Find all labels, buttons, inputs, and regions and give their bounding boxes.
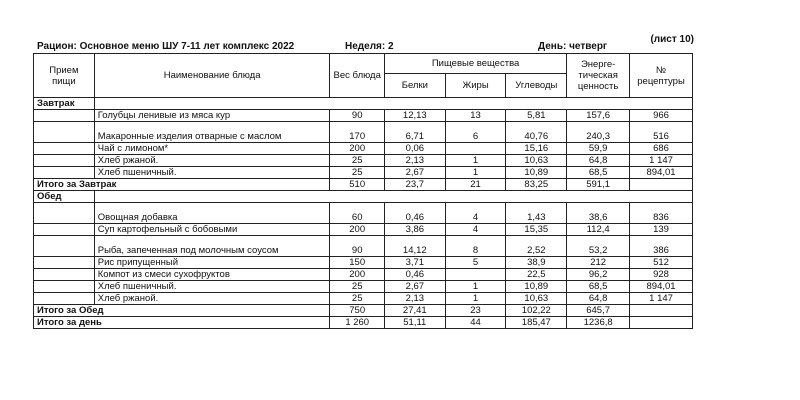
table-row	[34, 203, 693, 224]
sheet-number: (лист 10)	[650, 34, 694, 45]
dish-recipe: 512	[630, 257, 693, 269]
meal-cell	[34, 155, 95, 167]
table-row	[34, 155, 693, 167]
col-weight: Вес блюда	[330, 54, 384, 98]
dish-protein: 3,71	[384, 257, 445, 269]
meal-cell	[34, 269, 95, 281]
dish-fat: 1	[445, 155, 506, 167]
dish-energy: 68,5	[567, 281, 630, 293]
dish-name: Хлеб пшеничный.	[94, 281, 330, 293]
dish-name: Компот из смеси сухофруктов	[94, 269, 330, 281]
dish-protein: 2,67	[384, 167, 445, 179]
lunch-total-energy: 645,7	[567, 305, 630, 317]
table-row	[34, 236, 693, 257]
dish-weight: 25	[330, 155, 384, 167]
dish-recipe: 386	[630, 236, 693, 257]
breakfast-total-carbs: 83,25	[506, 179, 567, 191]
dish-protein: 0,06	[384, 143, 445, 155]
table-row	[34, 110, 693, 122]
breakfast-total-label: Итого за Завтрак	[34, 179, 330, 191]
lunch-section-title: Обед	[34, 191, 95, 203]
dish-name: Овощная добавка	[94, 203, 330, 224]
dish-recipe: 139	[630, 224, 693, 236]
dish-energy: 38,6	[567, 203, 630, 224]
meal-cell	[34, 293, 95, 305]
dish-name: Суп картофельный с бобовыми	[94, 224, 330, 236]
meal-cell	[34, 281, 95, 293]
dish-name: Хлеб пшеничный.	[94, 167, 330, 179]
table-row	[34, 122, 693, 143]
table-row	[34, 269, 693, 281]
dish-carbs: 1,43	[506, 203, 567, 224]
meal-cell	[34, 257, 95, 269]
lunch-total-recipe	[630, 305, 693, 317]
dish-carbs: 10,63	[506, 293, 567, 305]
dish-name: Хлеб ржаной.	[94, 155, 330, 167]
dish-protein: 2,13	[384, 293, 445, 305]
dish-fat: 5	[445, 257, 506, 269]
dish-weight: 200	[330, 224, 384, 236]
dish-fat: 8	[445, 236, 506, 257]
table-row	[34, 143, 693, 155]
dish-carbs: 5,81	[506, 110, 567, 122]
dish-weight: 25	[330, 281, 384, 293]
dish-energy: 96,2	[567, 269, 630, 281]
lunch-section-row	[34, 191, 693, 203]
lunch-total-weight: 750	[330, 305, 384, 317]
day-total-row	[34, 317, 693, 329]
dish-carbs: 10,89	[506, 167, 567, 179]
day-total-recipe	[630, 317, 693, 329]
col-fat: Жиры	[445, 74, 506, 98]
dish-weight: 90	[330, 110, 384, 122]
dish-weight: 170	[330, 122, 384, 143]
dish-protein: 0,46	[384, 269, 445, 281]
dish-recipe: 1 147	[630, 155, 693, 167]
day-total-weight: 1 260	[330, 317, 384, 329]
lunch-total-label: Итого за Обед	[34, 305, 330, 317]
breakfast-section-row	[34, 98, 693, 110]
lunch-total-fat: 23	[445, 305, 506, 317]
dish-energy: 59,9	[567, 143, 630, 155]
dish-carbs: 38,9	[506, 257, 567, 269]
section-filler	[94, 98, 692, 110]
dish-protein: 14,12	[384, 236, 445, 257]
dish-protein: 12,13	[384, 110, 445, 122]
day-total-protein: 51,11	[384, 317, 445, 329]
dish-fat: 1	[445, 281, 506, 293]
dish-energy: 64,8	[567, 293, 630, 305]
dish-recipe: 894,01	[630, 281, 693, 293]
meal-cell	[34, 236, 95, 257]
dish-fat: 1	[445, 293, 506, 305]
dish-fat: 6	[445, 122, 506, 143]
breakfast-total-row	[34, 179, 693, 191]
dish-name: Голубцы ленивые из мяса кур	[94, 110, 330, 122]
dish-energy: 157,6	[567, 110, 630, 122]
day-label: День: четверг	[538, 41, 608, 52]
dish-weight: 200	[330, 269, 384, 281]
breakfast-section-title: Завтрак	[34, 98, 95, 110]
dish-carbs: 2,52	[506, 236, 567, 257]
lunch-total-carbs: 102,22	[506, 305, 567, 317]
meal-cell	[34, 203, 95, 224]
meal-cell	[34, 122, 95, 143]
day-total-carbs: 185,47	[506, 317, 567, 329]
table-row	[34, 257, 693, 269]
dish-name: Макаронные изделия отварные с маслом	[94, 122, 330, 143]
dish-recipe: 894,01	[630, 167, 693, 179]
dish-energy: 64,8	[567, 155, 630, 167]
dish-energy: 212	[567, 257, 630, 269]
breakfast-total-fat: 21	[445, 179, 506, 191]
col-meal: Прием пищи	[34, 54, 95, 98]
col-nutrients: Пищевые вещества	[384, 54, 566, 74]
dish-fat: 4	[445, 224, 506, 236]
breakfast-total-protein: 23,7	[384, 179, 445, 191]
dish-protein: 2,67	[384, 281, 445, 293]
dish-recipe: 686	[630, 143, 693, 155]
dish-recipe: 836	[630, 203, 693, 224]
dish-weight: 25	[330, 293, 384, 305]
dish-fat: 4	[445, 203, 506, 224]
dish-name: Рис припущенный	[94, 257, 330, 269]
dish-fat	[445, 143, 506, 155]
section-filler	[94, 191, 692, 203]
dish-recipe: 516	[630, 122, 693, 143]
breakfast-total-weight: 510	[330, 179, 384, 191]
dish-carbs: 22,5	[506, 269, 567, 281]
dish-energy: 112,4	[567, 224, 630, 236]
dish-name: Чай с лимоном*	[94, 143, 330, 155]
dish-name: Хлеб ржаной.	[94, 293, 330, 305]
col-protein: Белки	[384, 74, 445, 98]
dish-weight: 150	[330, 257, 384, 269]
dish-weight: 90	[330, 236, 384, 257]
dish-carbs: 10,89	[506, 281, 567, 293]
meal-cell	[34, 110, 95, 122]
dish-fat: 13	[445, 110, 506, 122]
table-row	[34, 224, 693, 236]
col-dish: Наименование блюда	[94, 54, 330, 98]
dish-recipe: 966	[630, 110, 693, 122]
dish-energy: 240,3	[567, 122, 630, 143]
dish-carbs: 40,76	[506, 122, 567, 143]
dish-weight: 200	[330, 143, 384, 155]
dish-recipe: 928	[630, 269, 693, 281]
dish-weight: 25	[330, 167, 384, 179]
meal-cell	[34, 224, 95, 236]
dish-energy: 68,5	[567, 167, 630, 179]
col-energy: Энерге-тическая ценность	[567, 54, 630, 98]
dish-weight: 60	[330, 203, 384, 224]
day-total-label: Итого за день	[34, 317, 330, 329]
table-row	[34, 281, 693, 293]
breakfast-total-energy: 591,1	[567, 179, 630, 191]
meal-cell	[34, 167, 95, 179]
dish-recipe: 1 147	[630, 293, 693, 305]
dish-carbs: 15,35	[506, 224, 567, 236]
table-row	[34, 293, 693, 305]
table-row	[34, 167, 693, 179]
dish-carbs: 10,63	[506, 155, 567, 167]
menu-table	[33, 53, 693, 329]
week-label: Неделя: 2	[345, 41, 394, 52]
day-total-energy: 1236,8	[567, 317, 630, 329]
day-total-fat: 44	[445, 317, 506, 329]
dish-energy: 53,2	[567, 236, 630, 257]
dish-fat	[445, 269, 506, 281]
meal-cell	[34, 143, 95, 155]
col-recipe: № рецептуры	[630, 54, 693, 98]
dish-carbs: 15,16	[506, 143, 567, 155]
lunch-total-protein: 27,41	[384, 305, 445, 317]
dish-name: Рыба, запеченная под молочным соусом	[94, 236, 330, 257]
ration-title: Рацион: Основное меню ШУ 7-11 лет комплекс 2022	[37, 41, 295, 52]
col-carbs: Углеводы	[506, 74, 567, 98]
dish-protein: 2,13	[384, 155, 445, 167]
dish-fat: 1	[445, 167, 506, 179]
dish-protein: 0,46	[384, 203, 445, 224]
dish-protein: 3,86	[384, 224, 445, 236]
dish-protein: 6,71	[384, 122, 445, 143]
breakfast-total-recipe	[630, 179, 693, 191]
lunch-total-row	[34, 305, 693, 317]
